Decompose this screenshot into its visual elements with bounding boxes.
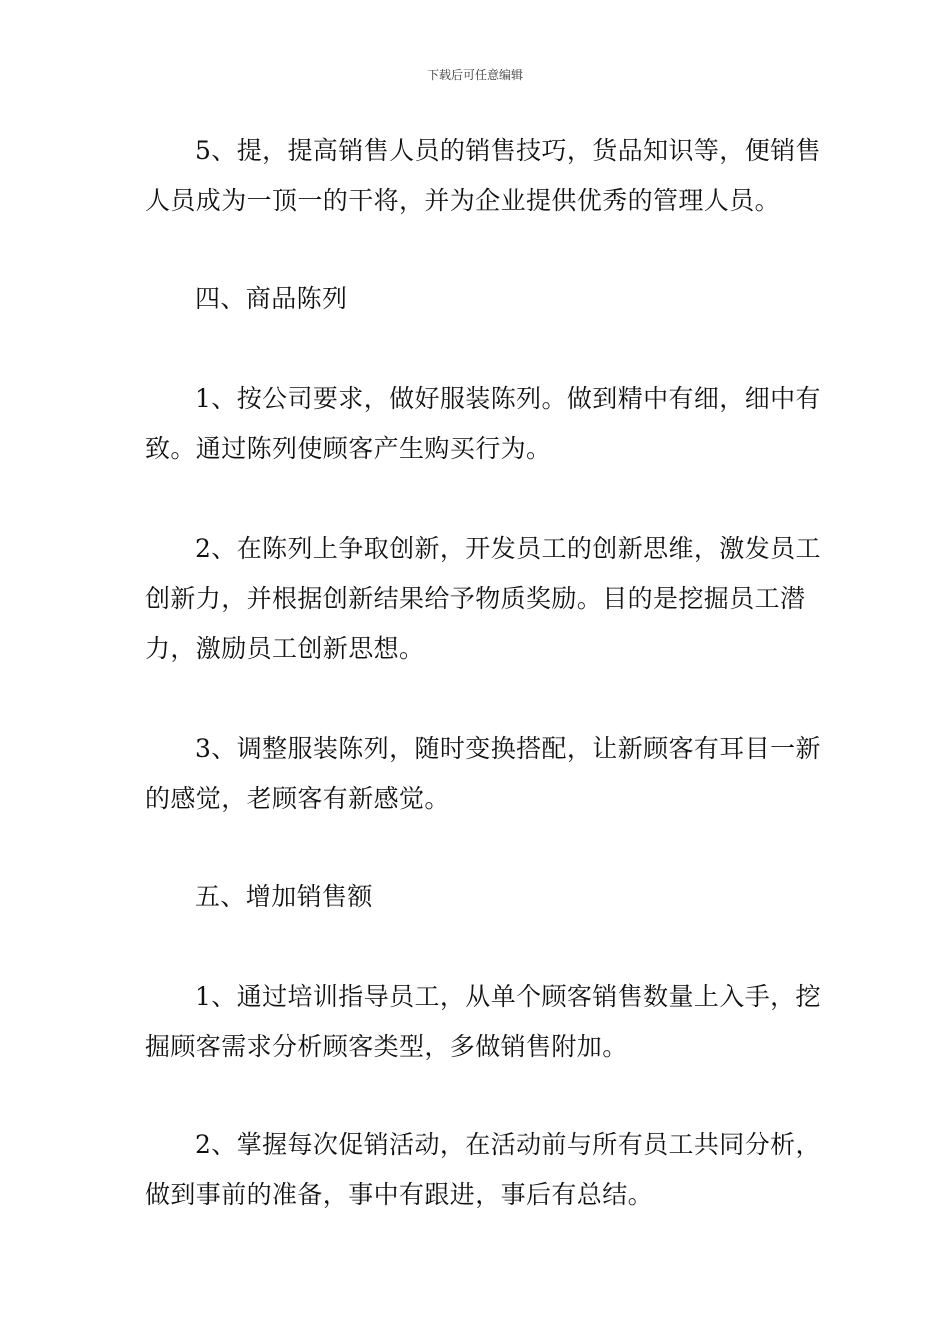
- paragraph-display-2: 2、在陈列上争取创新，开发员工的创新思维，激发员工创新力，并根据创新结果给予物质奖励。目的是挖掘员工潜力，激励员工创新思想。: [145, 534, 821, 663]
- paragraph-5-training: 5、提，提高销售人员的销售技巧，货品知识等，便销售人员成为一顶一的干将，并为企业提供优秀的管理人员。: [145, 136, 821, 215]
- section-heading-5: 五、增加销售额: [195, 882, 373, 911]
- paragraph-display-3: 3、调整服装陈列，随时变换搭配，让新顾客有耳目一新的感觉，老顾客有新感觉。: [145, 734, 821, 813]
- section-heading-4: 四、商品陈列: [195, 284, 348, 313]
- page-header: 下载后可任意编辑: [426, 68, 523, 82]
- paragraph-sales-1: 1、通过培训指导员工，从单个顾客销售数量上入手，挖掘顾客需求分析顾客类型，多做销售附加。: [145, 982, 821, 1061]
- paragraph-sales-2: 2、掌握每次促销活动，在活动前与所有员工共同分析，做到事前的准备，事中有跟进，事后有总结。: [145, 1130, 821, 1209]
- paragraph-display-1: 1、按公司要求，做好服装陈列。做到精中有细，细中有致。通过陈列使顾客产生购买行为。: [145, 384, 821, 463]
